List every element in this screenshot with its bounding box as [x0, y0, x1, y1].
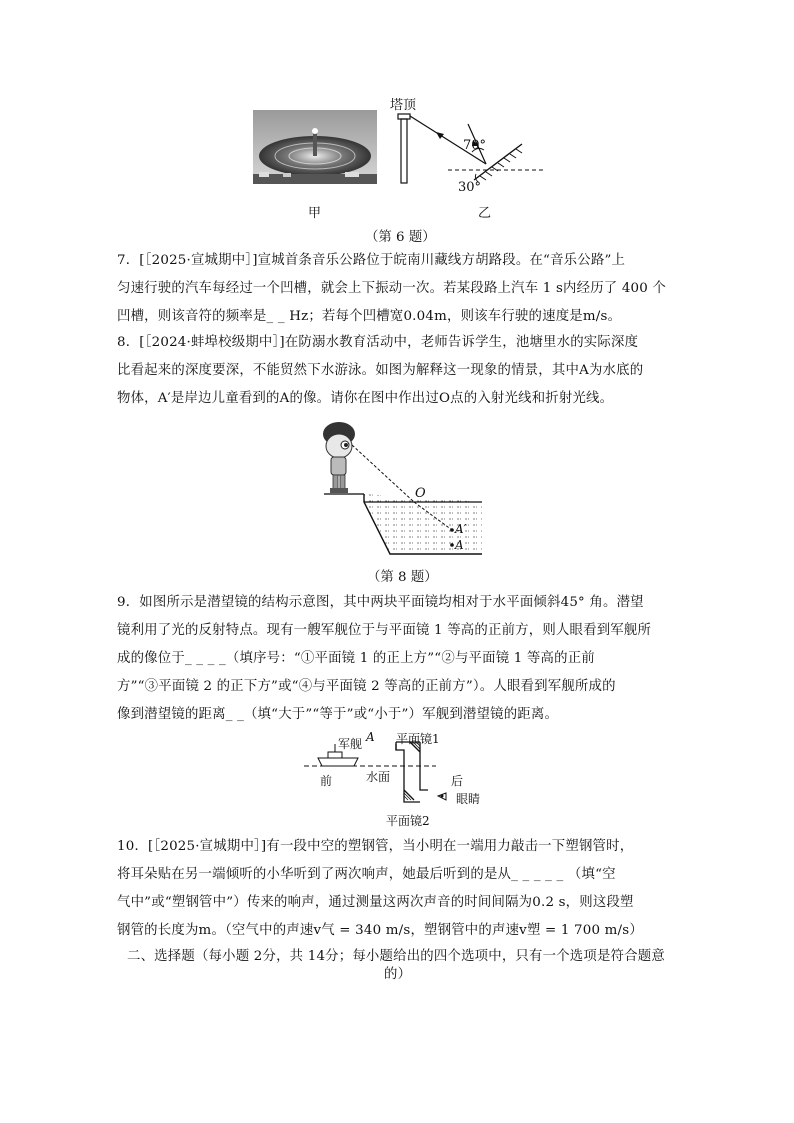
- point-O-label: O: [415, 486, 426, 501]
- angle-30-label: 30°: [458, 180, 482, 195]
- figure-8: [312, 414, 492, 564]
- question-8-line-3: 物体，A′是岸边儿童看到的A的像。请你在图中作出过O点的入射光线和折射光线。: [117, 391, 614, 406]
- eye-label: 眼睛: [456, 792, 481, 806]
- mirror-2-label: 平面镜2: [386, 814, 430, 828]
- question-10-line-3: 气中”或“塑钢管中”）传来的响声，通过测量这两次声音的时间间隔为0.2 s，则这段塑: [117, 895, 634, 910]
- section-2-heading-line-1: 二、选择题（每小题 2分，共 14分；每小题给出的四个选项中，只有一个选项是符合题意: [127, 949, 665, 964]
- front-label: 前: [320, 774, 333, 788]
- question-7-line-1: 7．[［2025·宣城期中］]宣城首条音乐公路位于皖南川藏线方胡路段。在“音乐公路”上: [117, 253, 626, 268]
- question-9-line-3: 成的像位于_ _ _ _（填序号：“①平面镜 1 的正上方”“②与平面镜 1 等高的正前: [117, 651, 595, 666]
- question-7-line-2: 匀速行驶的汽车每经过一个凹槽，就会上下振动一次。若某段路上汽车 1 s内经历了 400 个: [117, 281, 667, 296]
- question-10-line-4: 钢管的长度为m。（空气中的声速v气 = 340 m/s，塑钢管中的声速v塑 = 1 700 m/s）: [117, 923, 643, 938]
- warship-label: 军舰: [338, 737, 363, 751]
- angle-70-label: 70°: [463, 138, 487, 153]
- figure-label-jia: 甲: [308, 206, 322, 221]
- question-9-line-4: 方”“③平面镜 2 的正下方”或“④与平面镜 2 等高的正前方”）。人眼看到军舰所成的: [117, 679, 616, 694]
- figure-8-caption: （第 8 题）: [367, 570, 438, 585]
- question-10-line-2: 将耳朵贴在另一端倾听的小华听到了两次响声，她最后听到的是从_ _ _ _ _ （填“空: [117, 867, 616, 882]
- tower-top-label: 塔顶: [390, 98, 417, 113]
- question-9-line-2: 镜利用了光的反射特点。现有一艘军舰位于与平面镜 1 等高的正前方，则人眼看到军舰所: [117, 623, 652, 638]
- figure-label-yi: 乙: [478, 206, 492, 221]
- question-7-line-3: 凹槽，则该音符的频率是_ _ Hz；若每个凹槽宽0.04m，则该车行驶的速度是m/s。: [117, 309, 622, 324]
- question-8-line-1: 8．[［2024·蚌埠校级期中］]在防溺水教育活动中，老师告诉学生，池塘里水的实际深度: [117, 335, 639, 350]
- mirror-1-label: 平面镜1: [396, 732, 440, 746]
- figure-6-caption: （第 6 题）: [365, 230, 436, 245]
- water-surface-label: 水面: [366, 770, 391, 784]
- figure-6: [250, 94, 550, 224]
- back-label: 后: [451, 774, 464, 788]
- pond-diagram: [312, 414, 492, 562]
- point-A-label: A: [455, 538, 464, 552]
- question-8-line-2: 比看起来的深度要深，不能贸然下水游泳。如图为解释这一现象的情景，其中A为水底的: [117, 363, 644, 378]
- section-2-heading-line-2: 的）: [384, 967, 412, 982]
- question-9-line-5: 像到潜望镜的距离_ _（填“大于”“等于”或“小于”）军舰到潜望镜的距离。: [117, 707, 559, 722]
- point-A-prime-label: A′: [455, 522, 467, 536]
- figure-9: [300, 728, 500, 828]
- question-10-line-1: 10．[［2025·宣城期中］]有一段中空的塑钢管，当小明在一端用力敲击一下塑钢管时，: [117, 839, 634, 854]
- warship-point-A-label: A: [366, 730, 375, 744]
- solar-tower-photo: [253, 110, 377, 184]
- question-9-line-1: 9．如图所示是潜望镜的结构示意图，其中两块平面镜均相对于水平面倾斜45° 角。潜望: [117, 595, 644, 610]
